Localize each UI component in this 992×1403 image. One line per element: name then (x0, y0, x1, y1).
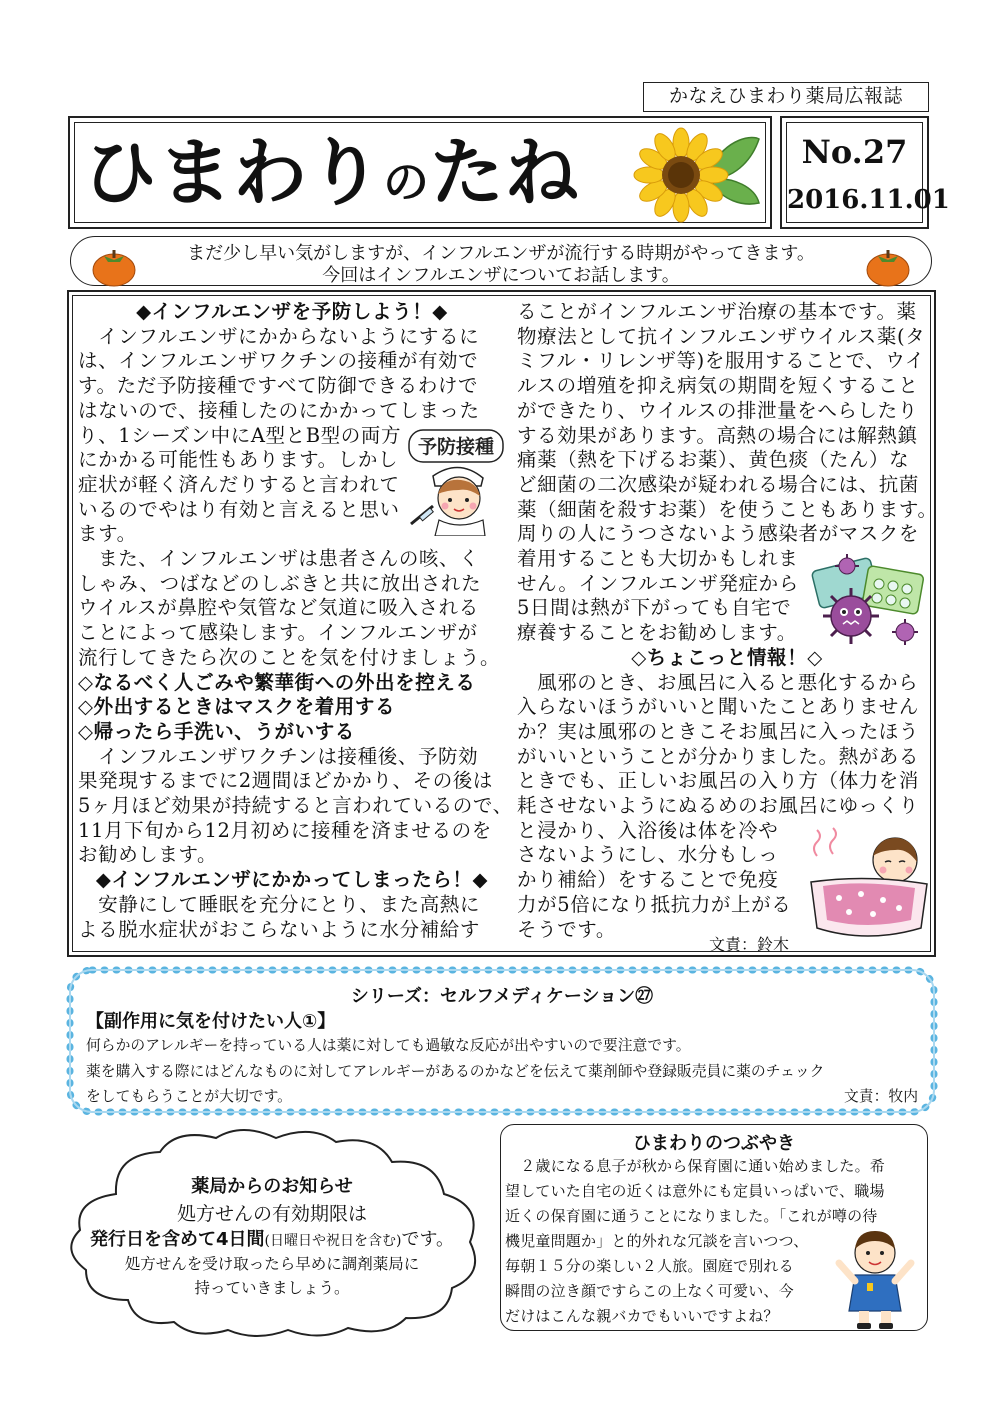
article-line: はないので、接種したのにかかってしまった (78, 398, 480, 422)
article-line: ます。 (78, 522, 137, 546)
article-line: かり補給）をすることで免疫 (517, 868, 779, 892)
tweet-line: 毎朝１５分の楽しい２人旅。園庭で別れる (505, 1257, 794, 1275)
series-box (68, 968, 936, 1114)
tweet-line: 近くの保育園に通うことになりました。「これが噂の待 (505, 1207, 878, 1225)
notice-line: 処方せんの有効期限は (176, 1203, 367, 1225)
newsletter-title: ひまわりのたね (83, 130, 580, 216)
article-line: 物療法として抗インフルエンザウイルス薬(タ (517, 324, 926, 348)
article-line: 入らないほうがいいと聞いたことありません (517, 695, 920, 719)
publisher-label: かなえひまわり薬局広報誌 (643, 82, 929, 112)
article-line: ことによって感染します。インフルエンザが (78, 621, 478, 645)
tweet-box (500, 1124, 928, 1331)
child-icon (835, 1223, 915, 1329)
notice-line: 持っていきましょう。 (194, 1279, 350, 1297)
main-article (67, 290, 936, 957)
masthead (68, 116, 772, 229)
article-line: ルスの増殖を抑え病気の期間を短くすること (517, 374, 919, 398)
article-line: にかかる可能性もあります。しかし (78, 448, 399, 472)
article-line: ができたり、ウイルスの排泄量をへらしたり (517, 398, 918, 422)
persimmon-icon (864, 246, 912, 288)
notice-line: 発行日を含めて4日間(日曜日や祝日を含む)です。 (89, 1229, 455, 1250)
section-heading: ◆インフルエンザにかかってしまったら！◆ (95, 868, 489, 892)
series-title: シリーズ：セルフメディケーション㉗ (350, 986, 654, 1007)
tweet-line: 望していた自宅の近くは意外にも定員いっぱいで、職場 (505, 1182, 885, 1200)
article-line: 11月下旬から12月初めに接種を済ませるのを (78, 818, 492, 842)
sunflower-icon (633, 127, 763, 223)
article-line: か？実は風邪のときこそお風呂に入ったほう (517, 719, 920, 743)
series-author: 文責：牧内 (844, 1088, 918, 1105)
article-line: 症状が軽く済んだりすると言われて (78, 472, 400, 496)
series-subtitle: 【副作用に気を付けたい人①】 (86, 1011, 336, 1032)
notice-validity-period: 発行日を含めて4日間 (89, 1229, 265, 1250)
article-line: しゃみ、つばなどのしぶきと共に放出された (78, 571, 482, 595)
article-line: いるのでやはり有効と言えると思い (78, 497, 400, 521)
tweet-line: 機児童問題か」と的外れな冗談を言いつつ、 (505, 1232, 809, 1250)
persimmon-icon (90, 246, 138, 288)
article-line: 風邪のとき、お風呂に入ると悪化するから (517, 670, 919, 694)
article-line: 力が5倍になり抵抗力が上がる (517, 892, 792, 916)
article-line: す。ただ予防接種ですべて防御できるわけで (78, 374, 479, 398)
article-line: 周りの人にうつさないよう感染者がマスクを (517, 522, 920, 546)
article-line: お勧めします。 (78, 843, 218, 867)
article-line: 流行してきたら次のことを気を付けましょう。 (78, 645, 501, 669)
tip-item: ◇なるべく人ごみや繁華街への外出を控える (78, 670, 476, 694)
nurse-sign-text: 予防接種 (417, 436, 495, 458)
series-line: 薬を購入する際にはどんなものに対してアレルギーがあるのかなどを伝えて薬剤師や登録販売員に薬のチェック (86, 1063, 825, 1080)
notice-line: 処方せんを受け取ったら早めに調剤薬局に (124, 1255, 420, 1273)
issue-number: No.27 (801, 133, 908, 171)
notice-title: 薬局からのお知らせ (191, 1176, 353, 1197)
article-line: 療養することをお勧めします。 (517, 621, 797, 645)
tweet-title: ひまわりのつぶやき (633, 1133, 795, 1154)
intro-line: 今回はインフルエンザについてお話します。 (322, 265, 680, 286)
article-line: と浸かり、入浴後は体を冷や (517, 818, 779, 842)
article-line: する効果があります。高熱の場合には解熱鎮 (517, 423, 918, 447)
intro-line: まだ少し早い気がしますが、インフルエンザが流行する時期がやってきます。 (187, 243, 815, 264)
article-line: さないようにし、水分もしっ (517, 843, 779, 867)
tip-item: ◇帰ったら手洗い、うがいする (78, 719, 355, 743)
article-line: そうです。 (517, 917, 616, 941)
article-line: 痛薬（熱を下げるお薬）、黄色痰（たん）な (517, 448, 910, 472)
article-line: ることがインフルエンザ治療の基本です。薬 (517, 300, 917, 323)
article-line: 安静にして睡眠を充分にとり、また高熱に (78, 892, 481, 916)
article-line: 着用することも大切かもしれま (517, 547, 799, 571)
article-line: は、インフルエンザワクチンの接種が有効で (78, 349, 479, 373)
tip-item: ◇外出するときはマスクを着用する (78, 695, 396, 719)
article-line: ときでも、正しいお風呂の入り方（体力を消 (517, 769, 920, 793)
article-line: ど細菌の二次感染が疑われる場合には、抗菌 (517, 472, 920, 496)
bath-icon (803, 826, 933, 948)
article-line: また、インフルエンザは患者さんの咳、く (78, 547, 480, 571)
intro-banner (70, 236, 932, 286)
article-line: 果発現するまでに2週間ほどかかり、その後は (78, 769, 494, 793)
article-line: インフルエンザにかからないようにするに (78, 324, 480, 348)
issue-box (780, 116, 950, 229)
series-line: をしてもらうことが大切です。 (86, 1088, 292, 1105)
section-heading: ◆インフルエンザを予防しよう！◆ (136, 300, 448, 323)
issue-date: 2016.11.01 (787, 185, 950, 215)
virus-medicine-icon (809, 554, 929, 654)
article-line: 薬（細菌を殺すお薬）を使うこともあります。 (517, 497, 938, 521)
article-line: よる脱水症状がおこらないように水分補給す (78, 917, 481, 941)
article-line: インフルエンザワクチンは接種後、予防効 (78, 744, 479, 768)
article-line: 5ヶ月ほど効果が持続すると言われているので、 (78, 794, 513, 818)
series-line: 何らかのアレルギーを持っている人は薬に対しても過敏な反応が出やすいので要注意です。 (86, 1037, 691, 1054)
article-left-column (78, 300, 513, 942)
section-heading: ◇ちょこっと情報！◇ (631, 645, 823, 669)
article-author: 文責：鈴木 (709, 935, 790, 954)
tweet-line: 瞬間の泣き顔ですらこの上なく可愛い、今 (505, 1282, 794, 1300)
article-line: ミフル・リレンザ等)を服用することで、ウイ (517, 349, 925, 373)
article-line: り、1シーズン中にA型とB型の両方 (78, 423, 402, 447)
tweet-line: ２歳になる息子が秋から保育園に通い始めました。希 (505, 1157, 886, 1175)
tweet-line: だけはこんな親バカでもいいですよね？ (505, 1307, 779, 1325)
nurse-vaccine-icon (403, 424, 507, 536)
article-line: 耗させないようにぬるめのお風呂にゆっくり (517, 794, 919, 818)
article-line: ウイルスが鼻腔や気管など気道に吸入される (78, 596, 479, 620)
article-line: がいいということが分かりました。熱がある (517, 744, 920, 768)
article-line: せん。インフルエンザ発症から (517, 571, 799, 595)
article-line: 5日間は熱が下がっても自宅で (517, 596, 792, 620)
